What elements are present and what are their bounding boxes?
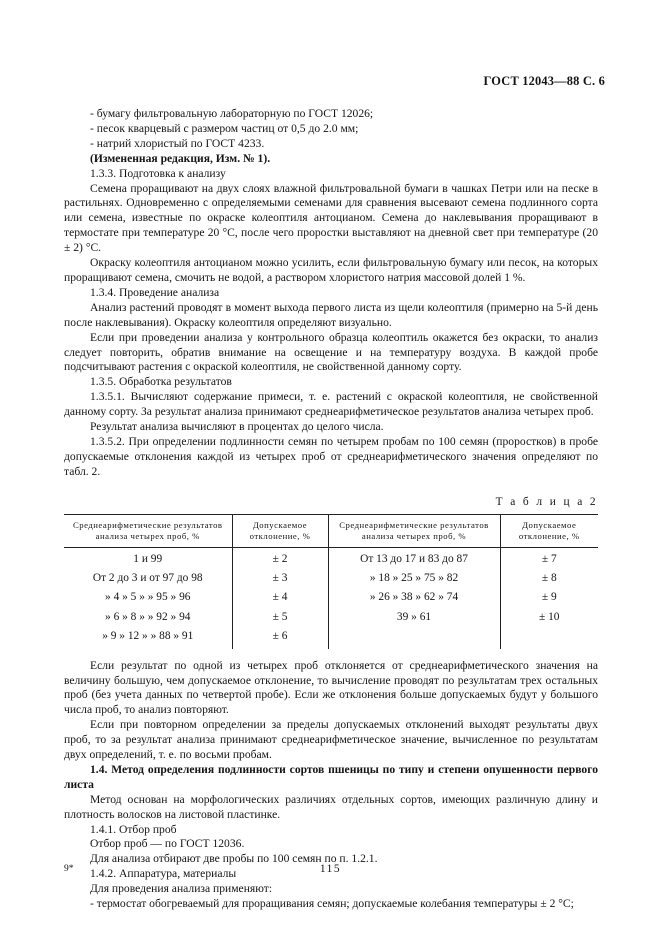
paragraph: 1.3.5. Обработка результатов [90,375,232,389]
table-cell: ± 10 [500,606,598,625]
table-cell: ± 9 [500,586,598,605]
table-cell: » 9 » 12 » » 88 » 91 [102,630,194,643]
table-cell: » 26 » 38 » 62 » 74 [328,586,500,605]
table-cell: 39 » 61 [328,606,500,625]
table-row [64,625,598,648]
table-header-row [64,514,598,547]
table-2 [64,514,598,649]
paragraph: 1.4. Метод определения подлинности сортов пшеницы по типу и степени опушенности первого листа [64,762,598,791]
table-cell: ± 2 [232,547,328,567]
paragraphs-top [64,107,598,480]
paragraph: Если результат по одной из четырех проб отклоняется от среднеарифметического значения на величину большую, чем допускаемое отклонение, то вычисление проводят по результатам трех остальных проб (без учета данных по четвертой пробе). Если же отклонения больше допускаемых будут у большого числа проб, то анализ повторяют. [64,658,598,717]
table-cell: ± 3 [232,567,328,586]
table-cell: От 13 до 17 и 83 до 87 [328,547,500,567]
paragraph: (Измененная редакция, Изм. № 1). [90,151,271,165]
table-row [64,606,598,625]
table-cell: » 4 » 5 » » 95 » 96 [105,591,191,604]
paragraph: 1.4.2. Аппаратура, материалы [90,867,237,881]
paragraph: Отбор проб — по ГОСТ 12036. [90,837,245,851]
paragraph: - натрий хлористый по ГОСТ 4233. [90,136,265,150]
paragraph: Для анализа отбирают две пробы по 100 семян по п. 1.2.1. [90,852,378,866]
table-cell: ± 7 [500,547,598,567]
col-header-mean-1: Среднеарифметические результатов анализа четырех проб, % [64,514,232,547]
table-cell: 1 и 99 [133,552,163,565]
paragraph: Если при проведении анализа у контрольного образца колеоптиль окажется без окраски, то анализ следует повторить, обратив внимание на освещение и на температуру воздуха. В каждой пробе подсчитывают растения с окраской колеоптиля, не свойственной данному сорту. [64,330,598,374]
paragraph: - термостат обогреваемый для проращивания семян; допускаемые колебания температуры ± 2 °С; [90,897,574,911]
paragraph: 1.3.3. Подготовка к анализу [90,166,226,180]
table-row [64,586,598,605]
table-cell: ± 8 [500,567,598,586]
paragraph: 1.3.4. Проведение анализа [90,285,220,299]
page-body [64,107,598,912]
paragraph: Для проведения анализа применяют: [90,882,273,896]
table-row [64,547,598,567]
paragraph: Результат анализа вычисляют в процентах до целого числа. [90,420,384,434]
table-cell: » 6 » 8 » » 92 » 94 [105,610,191,623]
table-cell: ± 5 [232,606,328,625]
table-caption: Т а б л и ц а 2 [495,495,598,508]
table-cell [328,625,500,648]
paragraph: Если при повторном определении за пределы допускаемых отклонений выходят результаты двух проб, то за результат анализа принимают среднеарифметическое значение, вычисленное по результатам двух определений, т. е. по восьми пробам. [64,718,598,762]
table-body [64,547,598,649]
col-header-tolerance-2: Допускаемое отклонение, % [500,514,598,547]
col-header-mean-2: Среднеарифметические результатов анализа четырех проб, % [328,514,500,547]
paragraph: Окраску колеоптиля антоцианом можно усилить, если фильтровальную бумагу или песок, на которых проращивают семена, смочить не водой, а раствором хлористого натрия массовой долей 1 %. [64,256,598,284]
paragraph: - песок кварцевый с размером частиц от 0,5 до 2.0 мм; [90,121,359,135]
table-cell: ± 4 [232,586,328,605]
paragraph: 1.3.5.1. Вычисляют содержание примеси, т. е. растений с окраской колеоптиля, не свойственной данному сорту. За результат анализа принимают среднеарифметическое результатов анализа четырех проб. [64,390,598,419]
paragraph: Семена проращивают на двух слоях влажной фильтровальной бумаги в чашках Петри или на песке в растильнях. Одновременно с определяемыми семенами для сравнения высевают семена подлинного сорта или семена, известные по окраске колеоптиля антоцианом. Семена до наклевывания проращивают в термостате при температуре 20 °С, после чего проростки выставляют на дневной свет при температуре (20 ± 2) °С. [64,181,598,255]
col-header-tolerance-1: Допускаемое отклонение, % [232,514,328,547]
table-cell: ± 6 [232,625,328,648]
paragraph: 1.4.1. Отбор проб [90,822,177,836]
table-cell [500,625,598,648]
table-cell: » 18 » 25 » 75 » 82 [328,567,500,586]
table-row [64,567,598,586]
page-number: 115 [319,863,342,875]
paragraph: 1.3.5.2. При определении подлинности семян по четырем пробам по 100 семян (проростков) в пробе допускаемые отклонения каждой из четырех проб от среднеарифметического значения определяют по табл. 2. [64,434,598,478]
paragraph: Анализ растений проводят в момент выхода первого листа из щели колеоптиля (примерно на 5-й день после наклевывания). Окраску колеоптиля определяют визуально. [64,300,598,329]
paragraph: - бумагу фильтровальную лабораторную по ГОСТ 12026; [90,107,374,120]
running-header: ГОСТ 12043—88 С. 6 [483,74,605,88]
paragraph: Метод основан на морфологических различиях отдельных сортов, имеющих различную длину и плотность волосков на листовой пластинке. [64,792,598,821]
footer-signature-mark: 9* [64,864,74,874]
table-cell: От 2 до 3 и от 97 до 98 [92,571,203,584]
